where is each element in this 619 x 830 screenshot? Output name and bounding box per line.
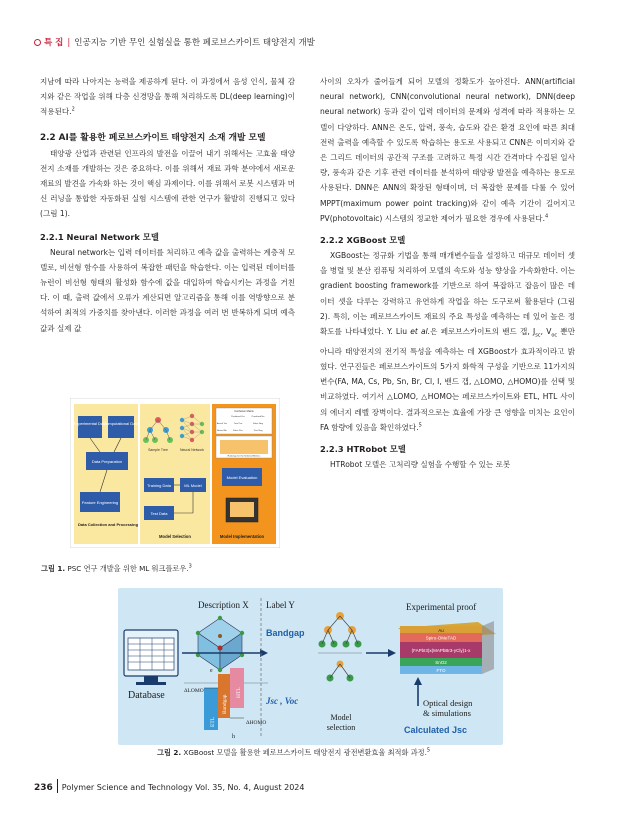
optical-design-label-2: & simulations <box>423 708 471 718</box>
experimental-proof-label: Experimental proof <box>406 602 477 612</box>
header-title: 인공지능 기반 무인 실험실을 통한 페로브스카이트 태양전지 개발 <box>74 38 315 48</box>
figure-1-caption-label: 그림 1. <box>41 564 66 573</box>
perovskite-label: (FAPbI3)x(MAPbBr3-yCly)1-x <box>411 648 471 653</box>
running-header <box>34 36 315 48</box>
paragraph-2-2-3: HTRobot 모델은 고처리량 실험을 수행할 수 있는 로봇 <box>330 459 511 469</box>
sno2-label: SnO2 <box>435 660 447 665</box>
page-number: 236 <box>34 783 53 793</box>
lomo-label: ΔLOMO <box>184 688 204 694</box>
reference-mark: 5 <box>418 422 422 429</box>
false-pos-label: False Pos <box>233 430 243 432</box>
intro-text: 지남에 따라 나아지는 능력을 제공하게 된다. 이 과정에서 음성 인식, 물체 감지와 같은 작업을 위해 다층 신경망을 통해 처리하도록 DL(deep learning)이 적용된다. <box>40 77 295 117</box>
right-column <box>320 74 575 472</box>
predicted-yes-label: Predicted Yes <box>231 416 245 418</box>
false-neg-label: False Neg <box>253 423 263 425</box>
figure-2-caption <box>157 748 430 758</box>
figure-2-caption-label: 그림 2. <box>157 748 182 757</box>
true-neg-label: True Neg <box>253 430 263 432</box>
experimental-data-label: Experimental Data <box>73 421 107 426</box>
text-run: XGBoost는 정규화 기법을 통해 매개변수들을 설정하고 대규모 데이터 셋을 병렬 및 분산 컴퓨팅 처리하여 모델의 속도와 성능 향상을 가속화한다. 이는 gradient boosting framework를 기반으로 하여 복잡하고 잡음이 많은 데이터 셋을 다루는 강력하고 유연하게 작업을 하는 도구로써 활용된다 (그림 2). 특히, 이는 페로브스카이트 재료의 주요 특성을 예측하는 데 있어 높은 정확도를 나타내었다. Y. Liu <box>320 251 575 337</box>
heading-2-2-3: 2.2.3 HTRobot 모델 <box>320 443 406 454</box>
model-selection-label: Model Selection <box>159 534 191 539</box>
actual-yes-label: Actual Yes <box>216 423 228 425</box>
paragraph-2-2: 태양광 산업과 관련된 인프라의 발전을 이끌어 내기 위해서는 고효율 태양전지 소재를 개발하는 것은 중요하다. 이를 위해서 재료 과학 분야에서 새로운 재료의 발견을 가속화 하는 것이 핵심 과제이다. 이를 위해서 로봇 시스템과 머신 러닝을 통합한 자동화된 실험 시스템에 관한 연구가 활발히 진행되고 있다(그림 1). <box>40 148 295 219</box>
htl-label: HTL <box>236 687 242 698</box>
test-data-label: Test Data <box>150 511 168 516</box>
neural-network-label: Neural Network <box>179 448 205 452</box>
subscript: oc <box>551 332 558 339</box>
etl-label: ETL <box>210 716 216 727</box>
data-preparation-label: Data Preparation <box>91 459 123 464</box>
footer-divider <box>57 779 58 793</box>
bandgap-label: Bandgap <box>266 628 305 638</box>
figure-2 <box>118 588 503 749</box>
nn-continued-text: 사이의 오차가 줄어들게 되어 모델의 정확도가 높아진다. ANN(artificial neural network), CNN(convolutional neural network), DNN(deep neural network) 등과 같이 입력 데이터의 문제와 성격에 따라 적용하는 모델이 다양하다. ANN은 온도, 압력, 풍속, 습도와 같은 환경 요인에 따른 최대 전력 출력을 예측할 수 있도록 학습하는 용도로 사용되고 CNN은 이미지와 같은 그리드 데이터의 공간적 구조를 고려하고 특정 시간 간격마다 수집된 일사량, 풍속과 같은 기후 관련 데이터를 분석하여 태양광 발전을 예측하는 용도로 사용된다. DNN은 ANN의 확장된 형태이며, 더 복잡한 문제를 다룰 수 있어 MPPT(maximum power point tracking)와 같이 예측 기간이 길어지고 PV(photovoltaic) 시스템의 정교한 제어가 필요한 경우에 사용된다. <box>320 77 575 223</box>
computational-data-label: Computational Data <box>103 421 139 426</box>
text-run: 은 페로브스카이트의 밴드 갭, J <box>430 327 536 337</box>
intro-paragraph <box>40 74 295 120</box>
homo-label: ΔHOMO <box>246 720 267 726</box>
predicted-no-label: Predicted No <box>251 416 265 418</box>
sample-tree-label: Sample Tree <box>148 448 168 452</box>
heading-2-2-1: 2.2.1 Neural Network 모델 <box>40 231 159 242</box>
journal-info: Polymer Science and Technology Vol. 35, No. 4, August 2024 <box>61 783 305 792</box>
optical-design-label-1: Optical design <box>423 698 473 708</box>
database-label: Database <box>128 690 165 701</box>
paragraph-nn-continued <box>320 74 575 226</box>
text-run: 뿐만 아니라 태양전지의 전기적 특성을 예측하는 데 XGBoost가 효과적이라고 밝혔다. 연구진들은 페로브스카이트의 5가지 화학적 구성을 기반으로 11가지의 변수(FA, MA, Cs, Pb, Sn, Br, Cl, I, 밴드 갭, △LOMO, △HOMO)를 선택 및 비교하였다. 여기서 △LOMO, △HOMO는 페로브스카이트와 ETL, HTL 사이의 에너지 레벨 장벽이다. 결과적으로는 효율에 가장 큰 영향을 미치는 요인이 FA 함량에 있음을 확인하였다. <box>320 327 575 432</box>
model-evaluation-label: Model Evaluation <box>226 475 258 480</box>
figure-1-caption <box>41 564 192 574</box>
confusion-matrix-label: Confusion Matrix <box>234 410 254 413</box>
bandgap-vertical-label: Bandgap <box>222 694 228 714</box>
data-collection-label: Data Collection and Processing <box>78 522 139 527</box>
text-run: , V <box>540 327 552 337</box>
paragraph-2-2-1: Neural network는 입력 데이터를 처리하고 예측 값을 출력하는 계층적 모델로, 비선형 함수를 사용하여 복잡한 패턴을 학습한다. 이는 입력된 데이터를 뉴런이 비선형 형태의 활성화 함수에 값을 대입하여 학습시키는 과정을 거친다. 이 때, 출력 값에서 오류가 계산되면 알고리즘을 통해 이를 역방향으로 분석하여 최적의 가중치를 찾아낸다. 이러한 과정을 여러 번 반복하게 되며 예측 값과 실제 값 <box>40 247 295 333</box>
figure-1-caption-ref: 3 <box>188 563 192 570</box>
figure-1-caption-text: PSC 연구 개발을 위한 ML 워크플로우. <box>65 564 189 573</box>
jsc-voc-label: Jsc , Voc <box>266 696 299 706</box>
model-implementation-label: Model Implementation <box>219 534 265 539</box>
hole-label: h <box>232 734 235 740</box>
reference-mark: 2 <box>71 106 75 113</box>
actual-no-label: Actual No <box>217 430 227 432</box>
description-x-label: Description X <box>198 600 249 610</box>
page-footer <box>34 779 304 793</box>
heading-2-2-2: 2.2.2 XGBoost 모델 <box>320 235 406 246</box>
model-selection-label-1: Model <box>330 713 352 722</box>
label-y-label: Label Y <box>266 600 295 610</box>
rankings-label: Rankings for the Selected Metrics <box>227 455 261 458</box>
figure-2-graphic <box>118 588 503 745</box>
header-divider: | <box>67 38 71 48</box>
figure-2-caption-text: XGBoost 모델을 활용한 페로브스카이트 태양전지 광전변환효율 최적화 과정. <box>181 748 427 757</box>
confusion-matrix <box>216 408 272 458</box>
reference-mark: 4 <box>544 213 549 220</box>
feature-engineering-label: Feature Engineering <box>81 500 119 505</box>
figure-2-caption-ref: 5 <box>426 747 431 754</box>
calculated-jsc-label: Calculated Jsc <box>404 725 468 735</box>
figure-1 <box>70 398 280 552</box>
paragraph-2-2-2 <box>320 248 575 435</box>
model-selection-label-2: selection <box>326 723 356 732</box>
au-label: Au <box>438 628 444 633</box>
left-column <box>40 74 295 336</box>
ml-model-label: ML Model <box>184 483 202 488</box>
et-al: et al. <box>410 327 431 337</box>
true-pos-label: True Pos <box>233 423 243 425</box>
heading-2-2: 2.2 AI를 활용한 페로브스카이트 태양전지 소재 개발 모델 <box>40 132 266 143</box>
fto-label: FTO <box>436 668 446 673</box>
training-data-label: Training Data <box>147 483 171 488</box>
electron-label: e <box>210 668 213 674</box>
section-label: 특 집 <box>44 38 64 48</box>
figure-1-graphic <box>70 398 280 548</box>
spiro-label: Spiro-OMeTAD <box>425 635 457 641</box>
subscript: sc <box>535 332 541 339</box>
bullet-icon <box>34 39 41 46</box>
